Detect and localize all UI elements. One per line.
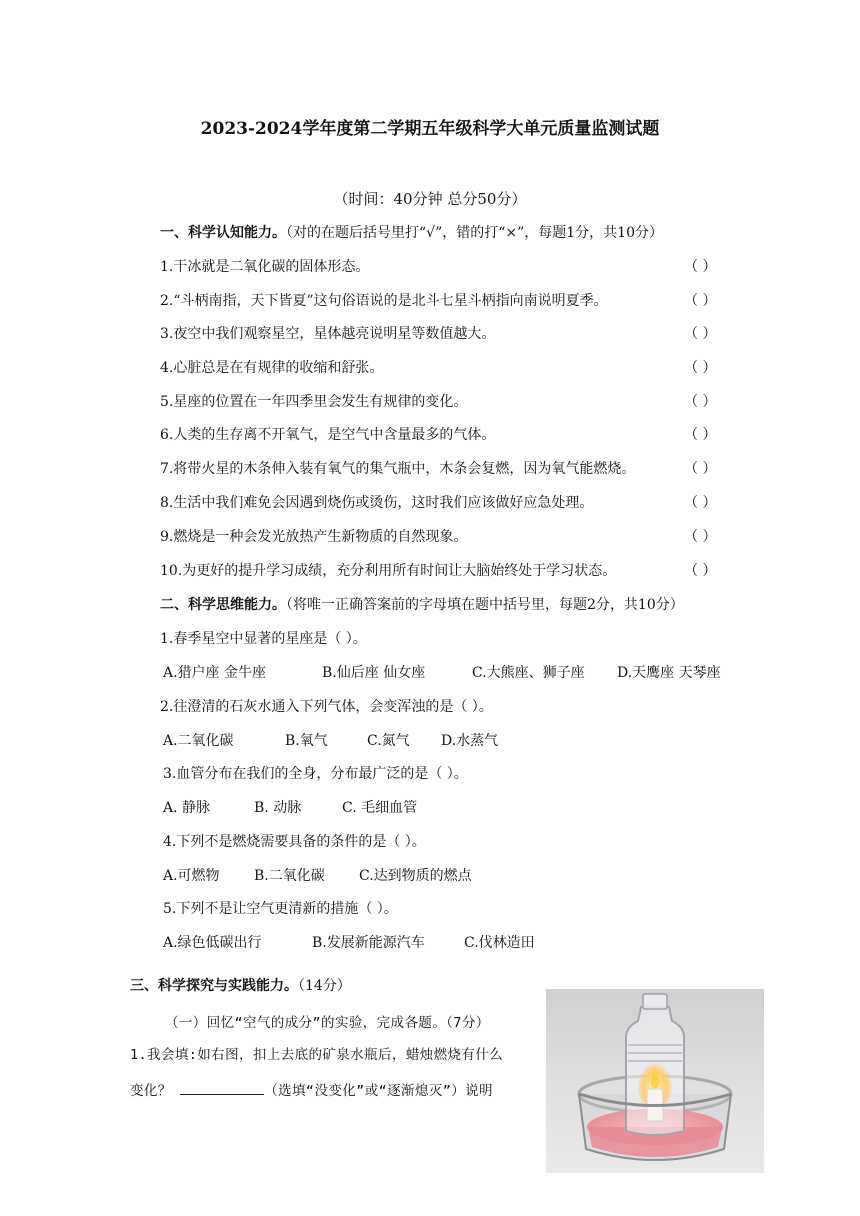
mc-question-stem: 2.往澄清的石灰水通入下列气体，会变浑浊的是（ ）。 (160, 699, 493, 715)
section2-header (160, 596, 684, 614)
section3-part1: （一）回忆“空气的成分”的实验，完成各题。（7分） (165, 1015, 490, 1031)
tf-question-text: 6.人类的生存离不开氧气，是空气中含量最多的气体。 (160, 427, 496, 443)
tf-question-text: 3.夜空中我们观察星空，星体越亮说明星等数值越大。 (160, 326, 496, 342)
answer-parentheses[interactable]: （ ） (684, 259, 717, 275)
tf-question-row (160, 460, 720, 478)
q1-prefix: 变化？ (130, 1083, 172, 1099)
section1-heading: 一、科学认知能力。 (160, 225, 286, 241)
mc-option[interactable]: B.氧气 (285, 733, 328, 749)
tf-question-text: 2.“斗柄南指，天下皆夏”这句俗语说的是北斗七星斗柄指向南说明夏季。 (160, 293, 608, 309)
mc-option[interactable]: A.可燃物 (163, 868, 220, 884)
mc-option[interactable]: A.猎户座 金牛座 (163, 665, 267, 681)
mc-option[interactable]: B.二氧化碳 (254, 868, 325, 884)
mc-option[interactable]: B.仙后座 仙女座 (322, 665, 426, 681)
page-subtitle: （时间：40分钟 总分50分） (333, 190, 527, 208)
tf-question-row (160, 325, 720, 343)
section2-instruction: （将唯一正确答案前的字母填在题中括号里，每题2分，共10分） (286, 597, 684, 613)
mc-option[interactable]: C.伐林造田 (464, 935, 535, 951)
mc-option[interactable]: B. 动脉 (254, 800, 302, 816)
mc-option[interactable]: C.达到物质的燃点 (359, 868, 472, 884)
section3-q1-line2 (130, 1080, 493, 1100)
answer-parentheses[interactable]: （ ） (684, 293, 717, 309)
mc-option[interactable]: B.发展新能源汽车 (312, 935, 425, 951)
section3-header (130, 977, 351, 995)
tf-question-text: 9.燃烧是一种会发光放热产生新物质的自然现象。 (160, 529, 468, 545)
mc-option[interactable]: C. 毛细血管 (342, 800, 418, 816)
tf-question-row (160, 258, 720, 276)
tf-question-row (160, 426, 720, 444)
tf-question-row (160, 528, 720, 546)
answer-parentheses[interactable]: （ ） (684, 563, 717, 579)
section1-header (160, 224, 663, 242)
mc-option[interactable]: A.二氧化碳 (163, 733, 234, 749)
mc-question-stem: 3.血管分布在我们的全身，分布最广泛的是（ ）。 (163, 766, 468, 782)
answer-parentheses[interactable]: （ ） (684, 394, 717, 410)
answer-parentheses[interactable]: （ ） (684, 326, 717, 342)
mc-question-stem: 1.春季星空中显著的星座是（ ）。 (160, 631, 367, 647)
answer-parentheses[interactable]: （ ） (684, 529, 717, 545)
tf-question-row (160, 292, 720, 310)
tf-question-text: 1.干冰就是二氧化碳的固体形态。 (160, 259, 370, 275)
section3-points: （14分） (298, 978, 351, 994)
page-title: 2023-2024学年度第二学期五年级科学大单元质量监测试题 (200, 119, 660, 139)
mc-option[interactable]: D.水蒸气 (441, 733, 499, 749)
tf-question-row (160, 494, 720, 512)
mc-option[interactable]: D.天鹰座 天琴座 (617, 665, 721, 681)
tf-question-text: 7.将带火星的木条伸入装有氧气的集气瓶中，木条会复燃，因为氧气能燃烧。 (160, 461, 636, 477)
mc-option[interactable]: C.大熊座、狮子座 (472, 665, 585, 681)
candle-in-bottle-experiment-photo (546, 989, 764, 1173)
answer-parentheses[interactable]: （ ） (684, 495, 717, 511)
mc-question-stem: 5.下列不是让空气更清新的措施（ ）。 (163, 901, 398, 917)
answer-parentheses[interactable]: （ ） (684, 427, 717, 443)
section3-q1-line1: 1.我会填:如右图，扣上去底的矿泉水瓶后，蜡烛燃烧有什么 (130, 1047, 504, 1063)
answer-blank[interactable] (180, 1080, 264, 1095)
experiment-photo (546, 989, 764, 1173)
tf-question-text: 10.为更好的提升学习成绩，充分利用所有时间让大脑始终处于学习状态。 (160, 563, 617, 579)
tf-question-text: 8.生活中我们难免会因遇到烧伤或烫伤，这时我们应该做好应急处理。 (160, 495, 594, 511)
answer-parentheses[interactable]: （ ） (684, 360, 717, 376)
section2-heading: 二、科学思维能力。 (160, 597, 286, 613)
mc-question-stem: 4.下列不是燃烧需要具备的条件的是（ ）。 (163, 834, 426, 850)
section3-heading: 三、科学探究与实践能力。 (130, 978, 298, 994)
tf-question-text: 5.星座的位置在一年四季里会发生有规律的变化。 (160, 394, 468, 410)
tf-question-text: 4.心脏总是在有规律的收缩和舒张。 (160, 360, 384, 376)
tf-question-row (160, 562, 720, 580)
section1-instruction: （对的在题后括号里打“√”，错的打“×”，每题1分，共10分） (286, 225, 664, 241)
tf-question-row (160, 393, 720, 411)
mc-option[interactable]: A.绿色低碳出行 (163, 935, 262, 951)
q1-suffix: （选填“没变化”或“逐渐熄灭”）说明 (264, 1083, 493, 1099)
mc-option[interactable]: A. 静脉 (163, 800, 211, 816)
tf-question-row (160, 359, 720, 377)
answer-parentheses[interactable]: （ ） (684, 461, 717, 477)
mc-option[interactable]: C.氮气 (367, 733, 410, 749)
